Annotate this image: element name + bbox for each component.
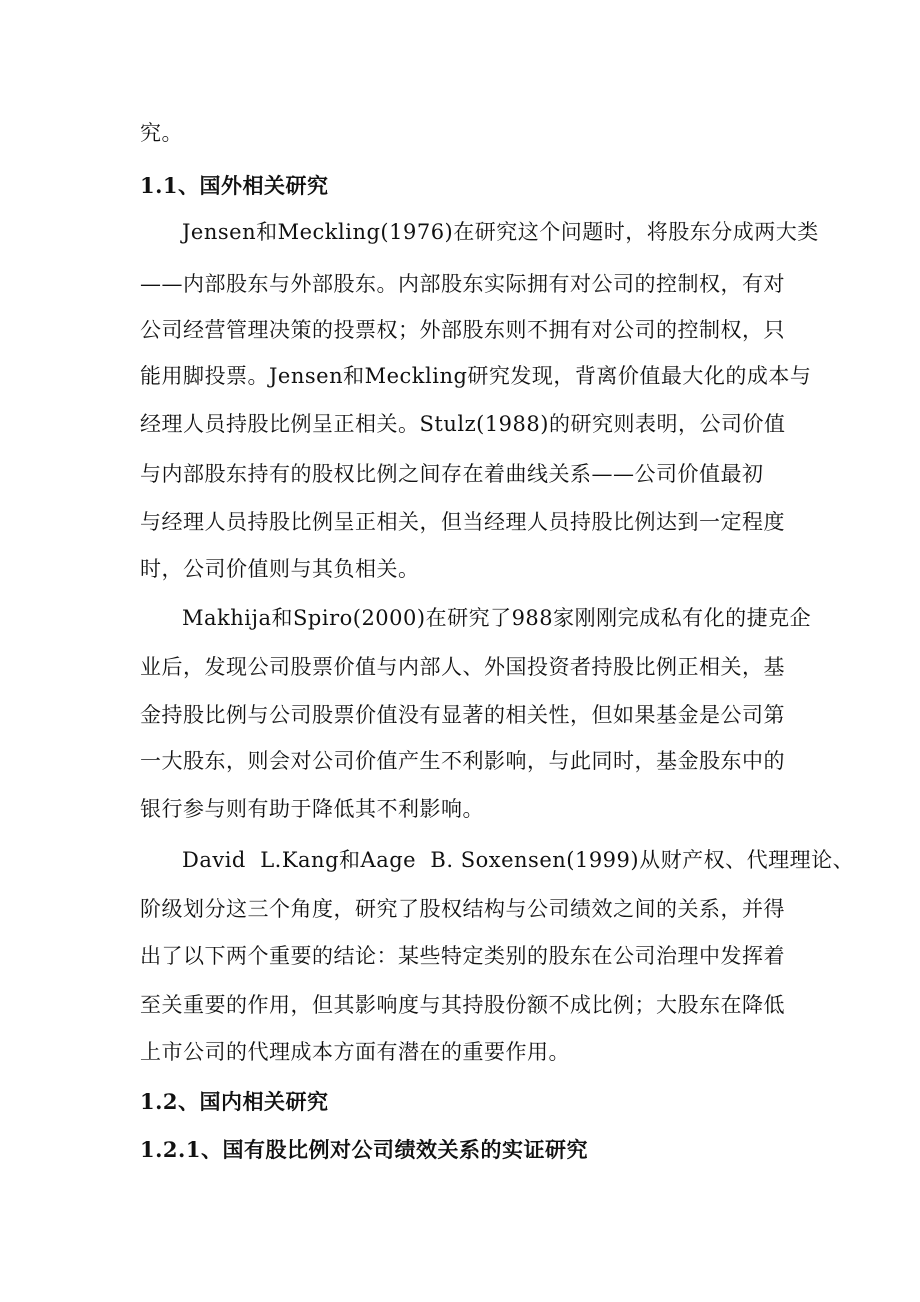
- paragraph-line: ——内部股东与外部股东。内部股东实际拥有对公司的控制权，有对: [140, 272, 785, 296]
- paragraph-line: 时，公司价值则与其负相关。: [140, 557, 420, 581]
- section-heading-1-1: 1.1、国外相关研究: [140, 173, 329, 198]
- paragraph-line: 金持股比例与公司股票价值没有显著的相关性，但如果基金是公司第: [140, 703, 785, 727]
- paragraph-line: Makhija和Spiro(2000)在研究了988家刚刚完成私有化的捷克企: [182, 606, 812, 630]
- paragraph-line: 至关重要的作用，但其影响度与其持股份额不成比例；大股东在降低: [140, 993, 785, 1017]
- paragraph-line: 上市公司的代理成本方面有潜在的重要作用。: [140, 1040, 570, 1064]
- paragraph-line: 一大股东，则会对公司价值产生不利影响，与此同时，基金股东中的: [140, 749, 785, 773]
- paragraph-line: 与内部股东持有的股权比例之间存在着曲线关系——公司价值最初: [140, 462, 764, 486]
- section-heading-1-2-1: 1.2.1、国有股比例对公司绩效关系的实证研究: [140, 1137, 588, 1162]
- section-heading-1-2: 1.2、国内相关研究: [140, 1089, 329, 1114]
- paragraph-line: 银行参与则有助于降低其不利影响。: [140, 797, 484, 821]
- paragraph-line: 公司经营管理决策的投票权；外部股东则不拥有对公司的控制权，只: [140, 318, 785, 342]
- paragraph-line: David L.Kang和Aage B. Soxensen(1999)从财产权、代理理论、: [182, 848, 855, 872]
- paragraph-line: 业后，发现公司股票价值与内部人、外国投资者持股比例正相关，基: [140, 655, 785, 679]
- paragraph-line: 与经理人员持股比例呈正相关，但当经理人员持股比例达到一定程度: [140, 510, 785, 534]
- paragraph-line: 经理人员持股比例呈正相关。Stulz(1988)的研究则表明，公司价值: [140, 412, 786, 436]
- continuation-text: 究。: [140, 121, 183, 145]
- paragraph-line: Jensen和Meckling(1976)在研究这个问题时，将股东分成两大类: [182, 220, 819, 244]
- paragraph-line: 出了以下两个重要的结论：某些特定类别的股东在公司治理中发挥着: [140, 944, 785, 968]
- paragraph-line: 能用脚投票。Jensen和Meckling研究发现，背离价值最大化的成本与: [140, 364, 812, 388]
- paragraph-line: 阶级划分这三个角度，研究了股权结构与公司绩效之间的关系，并得: [140, 897, 785, 921]
